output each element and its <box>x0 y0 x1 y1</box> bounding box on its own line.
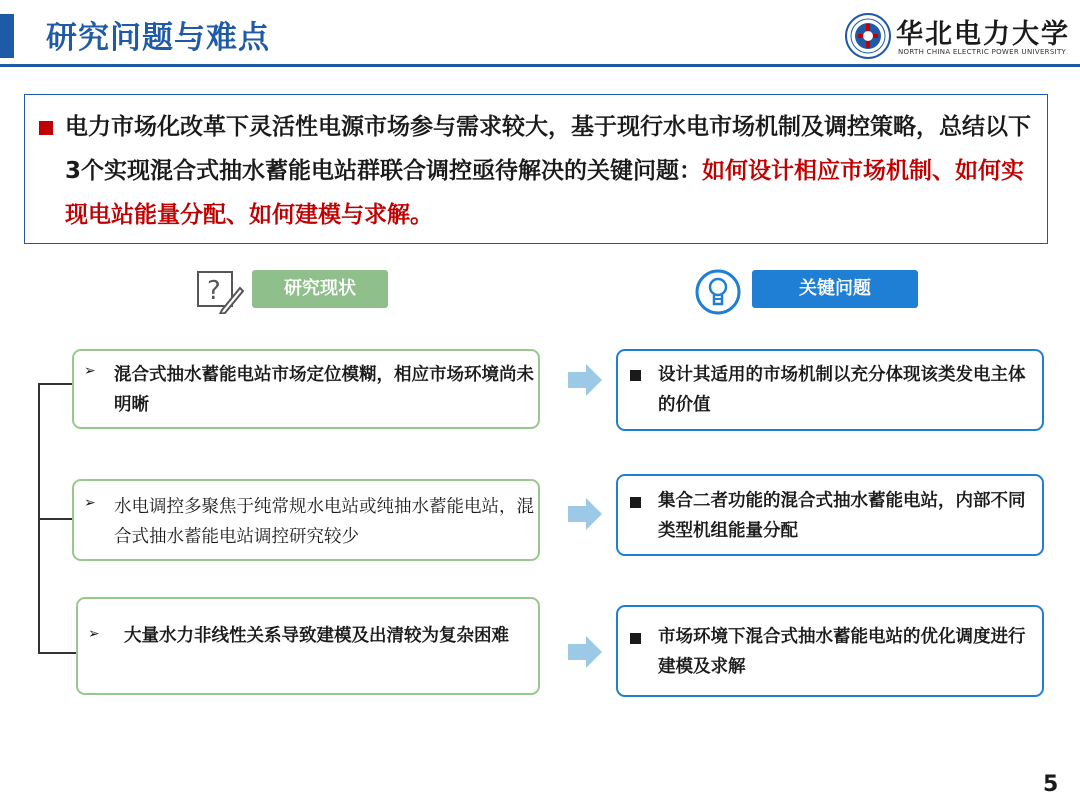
status-text-2-content: 水电调控多聚焦于纯常规水电站或纯抽水蓄能电站，混合式抽水蓄能电站调控研究较少 <box>114 497 534 547</box>
arrow-bullet-icon: ➢ <box>84 363 96 379</box>
status-box-1 <box>72 349 540 429</box>
intro-highlight-text: 如何设计相应市场机制、如何实现电站能量分配、如何建模与求解。 <box>65 158 1025 228</box>
key-box-3 <box>616 605 1044 697</box>
status-text-2 <box>114 492 534 552</box>
title-accent-bar <box>0 14 14 58</box>
svg-text:?: ? <box>207 276 221 306</box>
square-bullet-icon <box>630 633 641 644</box>
bracket-branch-1 <box>38 383 74 385</box>
research-status-heading: 研究现状 <box>252 270 388 308</box>
square-bullet-icon <box>630 497 641 508</box>
right-arrow-icon <box>566 362 604 398</box>
status-box-2 <box>72 479 540 561</box>
intro-box <box>24 94 1048 244</box>
key-text-1: 设计其适用的市场机制以充分体现该类发电主体的价值 <box>658 365 1026 415</box>
university-name-cn: 华北电力大学 <box>896 19 1070 50</box>
bracket-branch-2 <box>38 518 74 520</box>
key-issues-heading: 关键问题 <box>752 270 918 308</box>
page-title: 研究问题与难点 <box>46 20 270 56</box>
arrow-bullet-icon: ➢ <box>88 626 100 642</box>
page-number: 5 <box>1043 772 1059 797</box>
question-pencil-icon <box>196 270 244 314</box>
university-emblem-icon <box>844 12 892 60</box>
square-bullet-icon <box>39 121 53 135</box>
university-logo <box>842 10 1072 62</box>
university-name-en: NORTH CHINA ELECTRIC POWER UNIVERSITY <box>898 48 1067 56</box>
status-text-3: 大量水力非线性关系导致建模及出清较为复杂困难 <box>124 626 509 646</box>
status-text-1: 混合式抽水蓄能电站市场定位模糊，相应市场环境尚未明晰 <box>114 365 534 415</box>
key-text-3: 市场环境下混合式抽水蓄能电站的优化调度进行建模及求解 <box>658 627 1026 677</box>
intro-main-text: 电力市场化改革下灵活性电源市场参与需求较大，基于现行水电市场机制及调控策略，总结以下3个实现混合式抽水蓄能电站群联合调控亟待解决的关键问题： <box>65 114 1031 184</box>
intro-text <box>65 105 1037 237</box>
lightbulb-icon <box>694 268 742 316</box>
status-box-3 <box>76 597 540 695</box>
arrow-bullet-icon: ➢ <box>84 495 96 511</box>
right-arrow-icon <box>566 634 604 670</box>
right-arrow-icon <box>566 496 604 532</box>
key-box-2 <box>616 474 1044 556</box>
key-box-1 <box>616 349 1044 431</box>
key-text-2: 集合二者功能的混合式抽水蓄能电站，内部不同类型机组能量分配 <box>658 491 1026 541</box>
square-bullet-icon <box>630 370 641 381</box>
header-divider <box>0 64 1080 67</box>
bracket-branch-3 <box>38 652 78 654</box>
